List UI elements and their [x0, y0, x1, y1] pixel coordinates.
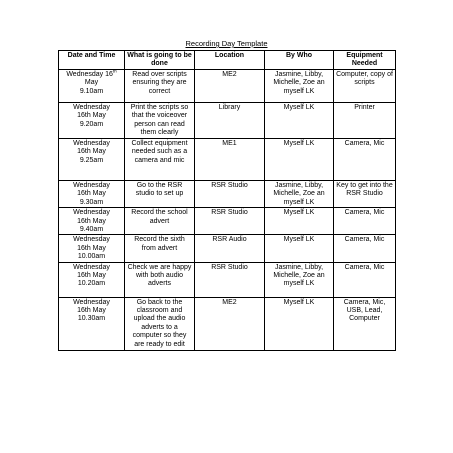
cell-equipment: Camera, Mic — [334, 139, 396, 181]
cell-task: Go back to the classroom and upload the audio adverts to a computer so they are ready to edit — [125, 297, 195, 350]
cell-by-who: Jasmine, Libby, Michelle, Zoe an myself LK — [265, 262, 334, 297]
cell-date-time: Wednesday 16th May 10.00am — [59, 235, 125, 262]
recording-schedule-table — [58, 50, 396, 351]
header-equipment: Equipment Needed — [334, 51, 396, 70]
table-row — [59, 297, 396, 350]
cell-equipment: Key to get into the RSR Studio — [334, 181, 396, 208]
table-row — [59, 235, 396, 262]
cell-date-time: Wednesday 16th May 9.25am — [59, 139, 125, 181]
cell-location: ME1 — [195, 139, 265, 181]
cell-by-who: Jasmine, Libby, Michelle, Zoe an myself LK — [265, 70, 334, 103]
cell-location: RSR Audio — [195, 235, 265, 262]
cell-by-who: Myself LK — [265, 235, 334, 262]
header-date-time: Date and Time — [59, 51, 125, 70]
cell-task: Go to the RSR studio to set up — [125, 181, 195, 208]
table-header-row — [59, 51, 396, 70]
cell-by-who: Myself LK — [265, 103, 334, 139]
cell-equipment: Printer — [334, 103, 396, 139]
cell-date-time: Wednesday 16th May 10.30am — [59, 297, 125, 350]
cell-location: ME2 — [195, 297, 265, 350]
cell-equipment: Camera, Mic — [334, 262, 396, 297]
table-row — [59, 103, 396, 139]
cell-date-time: Wednesday 16th May 9.10am — [59, 70, 125, 103]
cell-location: RSR Studio — [195, 262, 265, 297]
cell-task: Collect equipment needed such as a camera and mic — [125, 139, 195, 181]
cell-equipment: Camera, Mic — [334, 235, 396, 262]
cell-by-who: Myself LK — [265, 139, 334, 181]
cell-task: Record the school advert — [125, 208, 195, 235]
cell-date-time: Wednesday 16th May 10.20am — [59, 262, 125, 297]
table-row — [59, 139, 396, 181]
cell-date-time: Wednesday 16th May 9.20am — [59, 103, 125, 139]
table-row — [59, 70, 396, 103]
cell-equipment: Camera, Mic, USB, Lead, Computer — [334, 297, 396, 350]
cell-task: Record the sixth from advert — [125, 235, 195, 262]
cell-by-who: Jasmine, Libby, Michelle, Zoe an myself LK — [265, 181, 334, 208]
header-by-who: By Who — [265, 51, 334, 70]
cell-date-time: Wednesday 16th May 9.40am — [59, 208, 125, 235]
cell-equipment: Camera, Mic — [334, 208, 396, 235]
cell-location: RSR Studio — [195, 208, 265, 235]
document-title: Recording Day Template — [185, 39, 268, 48]
table-row — [59, 208, 396, 235]
cell-by-who: Myself LK — [265, 297, 334, 350]
cell-equipment: Computer, copy of scripts — [334, 70, 396, 103]
header-task: What is going to be done — [125, 51, 195, 70]
cell-by-who: Myself LK — [265, 208, 334, 235]
table-row — [59, 262, 396, 297]
header-location: Location — [195, 51, 265, 70]
cell-location: ME2 — [195, 70, 265, 103]
cell-date-time: Wednesday 16th May 9.30am — [59, 181, 125, 208]
cell-task: Check we are happy with both audio adverts — [125, 262, 195, 297]
cell-task: Read over scripts ensuring they are correct — [125, 70, 195, 103]
table-row — [59, 181, 396, 208]
cell-location: Library — [195, 103, 265, 139]
cell-location: RSR Studio — [195, 181, 265, 208]
cell-task: Print the scripts so that the voiceover person can read them clearly — [125, 103, 195, 139]
